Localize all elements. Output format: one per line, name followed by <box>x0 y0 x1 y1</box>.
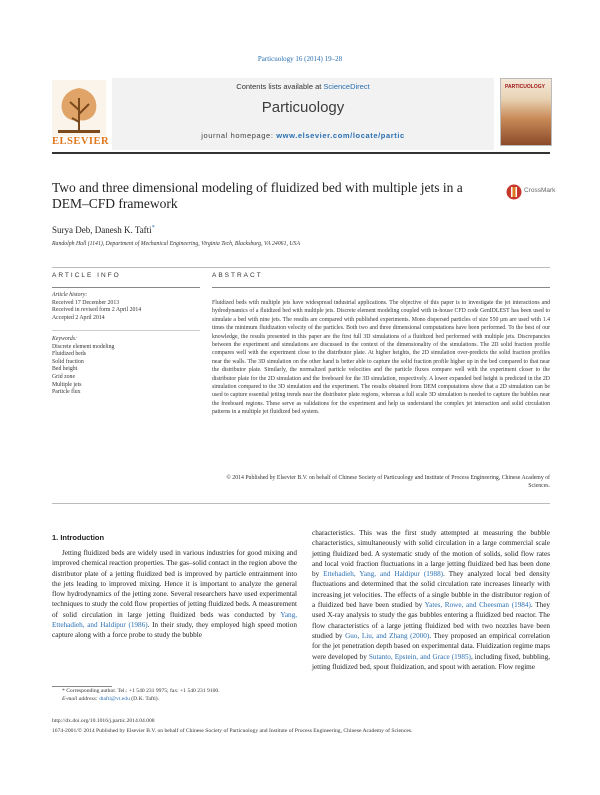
history-received: Received 17 December 2013 <box>52 299 120 306</box>
intro-right-text: . They used X-ray analysis to study the gas bubbles entering a fluidized bed reactor. The flow characteristics of a large jetting fluidized bed with two nozzles have been studied by <box>312 601 550 640</box>
footnote-rule <box>52 686 112 687</box>
homepage-link[interactable]: www.elsevier.com/locate/partic <box>276 131 405 140</box>
keyword: Solid fraction <box>52 358 84 365</box>
citation-yates-1984[interactable]: Yates, Rowe, and Cheesman (1984) <box>424 601 531 610</box>
intro-left-text: Jetting fluidized beds are widely used in various industries for good mixing and improved chemical reaction properties. The gas–solid contact in the region above the distributor plate of a jetting fluidized bed is improved by particle entrainment into the jets leading to improved mixing. Hence it is important to analyze the general flow hydrodynamics of the jetting zone. Several researchers have used experimental techniques to study the cold flow properties of jetting fluidized beds. A measurement of solid circulation in large jetting fluidized beds was conducted by <box>52 549 297 619</box>
header-divider <box>52 152 550 154</box>
journal-cover-title: PARTICUOLOGY <box>505 84 545 90</box>
doi-link[interactable]: http://dx.doi.org/10.1016/j.partic.2014.04.008 <box>52 718 155 724</box>
authors-names: Surya Deb, Danesh K. Tafti <box>52 225 152 235</box>
history-accepted: Accepted 2 April 2014 <box>52 314 105 321</box>
abstract-copyright: © 2014 Published by Elsevier B.V. on behalf of Chinese Society of Particuology and Institute of Process Engineering, Chinese Academy of Sciences. <box>226 475 550 490</box>
sciencedirect-link[interactable]: ScienceDirect <box>323 82 370 91</box>
email-link[interactable]: dtafti@vt.edu <box>99 695 130 702</box>
intro-left-text-end: . In their study, they employed high speed motion capture along with a force probe to study the bubble <box>52 621 297 640</box>
email-label: E-mail address: <box>62 695 100 702</box>
keyword: Fluidized beds <box>52 351 86 358</box>
intro-right-text: . They proposed an empirical correlation for the jet penetration depth based on experimental data. Fluidization regime maps were developed by <box>312 631 551 661</box>
issn-copyright-line: 1674-2001/© 2014 Published by Elsevier B.V. on behalf of Chinese Society of Particuology and Institute of Process Engineering, Chinese Academy of Sciences. <box>52 728 413 734</box>
corresponding-author-footnote <box>62 688 302 704</box>
corresponding-contact: * Corresponding author. Tel.: +1 540 231 9975; fax: +1 540 231 9100. <box>62 688 220 694</box>
history-revised: Received in revised form 2 April 2014 <box>52 307 142 314</box>
abstract-heading: ABSTRACT <box>212 272 263 279</box>
contents-prefix: Contents lists available at <box>236 82 324 91</box>
intro-right-paragraph <box>312 528 550 672</box>
intro-right-text: . They analyzed local bed density fluctuations and determined that the solid circulation rate increases linearly with increasing jet velocities. The effects of a single bubble in the distributor region of a fluidized bed have been studied by <box>312 570 551 610</box>
keyword: Particle flux <box>52 389 81 396</box>
introduction-heading: 1. Introduction <box>52 533 105 542</box>
abstract-bottom-divider <box>52 503 550 504</box>
citation-ettehadieh-1988[interactable]: Ettehadieh, Yang, and Haldipur (1988) <box>323 570 444 579</box>
citation-yang-1986[interactable]: Yang, Ettehadieh, and Haldipur (1986) <box>52 610 297 630</box>
keyword: Bed height <box>52 366 78 373</box>
citation-guo-2000[interactable]: Guo, Liu, and Zhang (2000) <box>345 631 430 640</box>
journal-homepage-line <box>112 131 494 140</box>
elsevier-tree-logo <box>52 80 106 140</box>
elsevier-wordmark: ELSEVIER <box>52 136 110 147</box>
article-authors <box>52 225 492 235</box>
contents-available-line <box>112 82 494 91</box>
author-affiliation: Randolph Hall (1141), Department of Mechanical Engineering, Virginia Tech, Blacksburg, VA 24061, USA <box>52 241 300 247</box>
article-history <box>52 292 200 322</box>
corresponding-author-mark[interactable]: * <box>151 225 155 231</box>
keyword: Multiple jets <box>52 381 82 388</box>
keywords-list <box>52 336 200 397</box>
article-title: Two and three dimensional modeling of fluidized bed with multiple jets in a DEM–CFD framework <box>52 180 463 211</box>
homepage-prefix: journal homepage: <box>201 131 277 140</box>
abstract-text: Fluidized beds with multiple jets have widespread industrial applications. The objective of this paper is to investigate the jet interactions and hydrodynamics of a fluidized bed with multiple jets. Discrete element modeling coupled with in-house CFD code GenIDLEST has been used to simulate a bed with nine jets. The results are compared with published experiments. Mono dispersed particles of size 550 μm are used with 1.4 times the minimum fluidization velocity of the particles. Both two and three dimensional computations have been performed. To the best of our knowledge, the results presented in this paper are the first full 3D simulations of a fluidized bed performed with multiple jets. Discrepancies between the experiment and simulations are discussed in the context of the dimensionality of the simulations. The 2D solid fraction profile compares well with the experiment close to the distributor plate. At higher heights, the 2D simulation over-predicts the solid fraction profiles near the walls. The 3D simulation on the other hand is better able to capture the solid fraction profile higher up in the bed compared to that near the distributor plate. Similarly, the normalized particle velocities and the particle fluxes compare well with the experiment closer to the distributor plate for the 2D simulation and the freeboard for the 3D simulation, respectively. A lower expanded bed height is predicted in the 2D simulation compared to the 3D simulation and the experiment. The results obtained from DEM computations show that a 2D simulation can be used to capture essential jetting trends near the distributor plate regions, whereas a full scale 3D simulation is needed to capture the bubbles near the freeboard regions. These serve as validations for the experiment and help us understand the complex jet interaction and solid circulation patterns in a multiple jet fluidized bed system. <box>212 300 550 416</box>
keyword: Grid zone <box>52 373 76 380</box>
history-divider <box>52 330 200 331</box>
intro-left-paragraph <box>52 548 297 641</box>
keyword: Discrete element modeling <box>52 343 115 350</box>
citation-sutanto-1985[interactable]: Sutanto, Epstein, and Grace (1985) <box>368 652 471 661</box>
info-top-divider <box>52 267 550 268</box>
journal-reference[interactable]: Particuology 16 (2014) 19–28 <box>257 55 343 63</box>
history-label: Article history: <box>52 292 88 298</box>
keywords-label: Keywords: <box>52 336 77 342</box>
abstract-heading-underline <box>212 287 550 288</box>
info-heading-underline <box>52 287 200 288</box>
crossmark-label: CrossMark <box>524 187 556 194</box>
email-suffix: (D.K. Tafti). <box>129 695 160 702</box>
article-info-heading: ARTICLE INFO <box>52 272 121 279</box>
crossmark-icon <box>506 184 522 204</box>
journal-name: Particuology <box>261 99 345 116</box>
intro-right-text: characteristics. This was the first study attempted at measuring the bubble characteristics, simultaneously with solid circulation in a large commercial scale jetting fluidized bed. A systematic study of the motion of solids, solid flow rates and local void fraction fluctuations in a large jetting fluidized bed has been done by <box>312 529 550 579</box>
crossmark-badge[interactable] <box>506 182 556 212</box>
intro-right-text: , including fixed, bubbling, jetting fluidized bed, spout fluidization, and spout with aeration. Flow regime <box>312 652 550 671</box>
